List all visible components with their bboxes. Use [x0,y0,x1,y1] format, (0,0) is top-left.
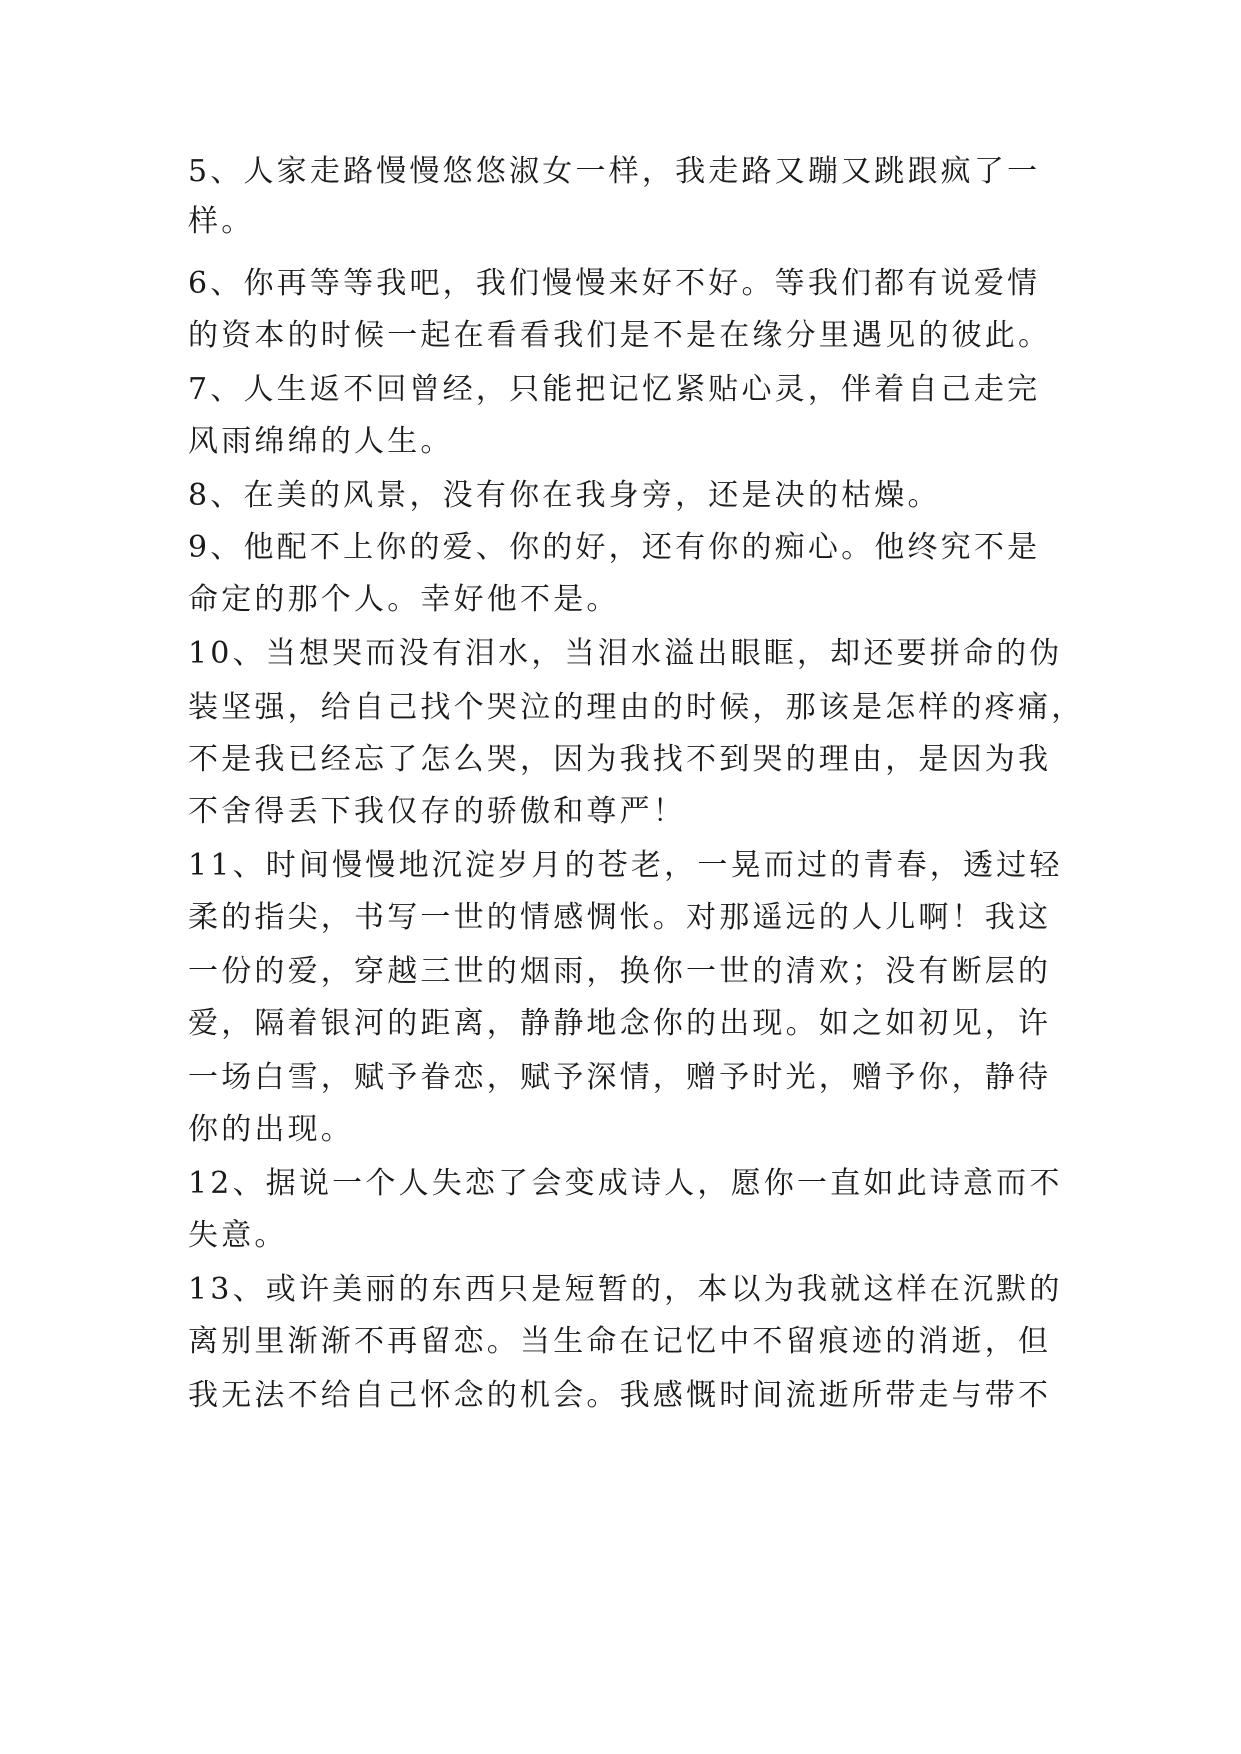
text-line: 柔的指尖，书写一世的情感惆怅。对那遥远的人儿啊！我这 [188,900,1052,935]
text-line: 5、人家走路慢慢悠悠淑女一样，我走路又蹦又跳跟疯了一 [188,154,1041,189]
text-line: 风雨绵绵的人生。 [188,424,454,459]
text-line: 装坚强，给自己找个哭泣的理由的时候，那该是怎样的疼痛， [188,690,1085,725]
text-line: 一份的爱，穿越三世的烟雨，换你一世的清欢；没有断层的 [188,954,1052,989]
text-line: 11、时间慢慢地沉淀岁月的苍老，一晃而过的青春，透过轻 [188,848,1063,883]
text-line: 12、据说一个人失恋了会变成诗人，愿你一直如此诗意而不 [188,1166,1063,1201]
text-line: 的资本的时候一起在看看我们是不是在缘分里遇见的彼此。 [188,318,1052,353]
text-line: 7、人生返不回曾经，只能把记忆紧贴心灵，伴着自己走完 [188,372,1041,407]
text-line: 不是我已经忘了怎么哭，因为我找不到哭的理由，是因为我 [188,742,1052,777]
text-line: 不舍得丢下我仅存的骄傲和尊严！ [188,794,686,829]
text-line: 失意。 [188,1218,288,1253]
text-line: 8、在美的风景，没有你在我身旁，还是决的枯燥。 [188,478,941,513]
text-line: 离别里渐渐不再留恋。当生命在记忆中不留痕迹的消逝，但 [188,1324,1052,1359]
text-line: 一场白雪，赋予眷恋，赋予深情，赠予时光，赠予你，静待 [188,1060,1052,1095]
text-line: 命定的那个人。幸好他不是。 [188,582,620,617]
text-line: 13、或许美丽的东西只是短暂的，本以为我就这样在沉默的 [188,1272,1063,1307]
text-line: 6、你再等等我吧，我们慢慢来好不好。等我们都有说爱情 [188,266,1041,301]
text-line: 9、他配不上你的爱、你的好，还有你的痴心。他终究不是 [188,530,1041,565]
text-line: 你的出现。 [188,1112,354,1147]
text-line: 爱，隔着银河的距离，静静地念你的出现。如之如初见，许 [188,1006,1052,1041]
text-line: 样。 [188,204,255,239]
text-line: 10、当想哭而没有泪水，当泪水溢出眼眶，却还要拼命的伪 [188,636,1063,671]
text-line: 我无法不给自己怀念的机会。我感慨时间流逝所带走与带不 [188,1378,1052,1413]
